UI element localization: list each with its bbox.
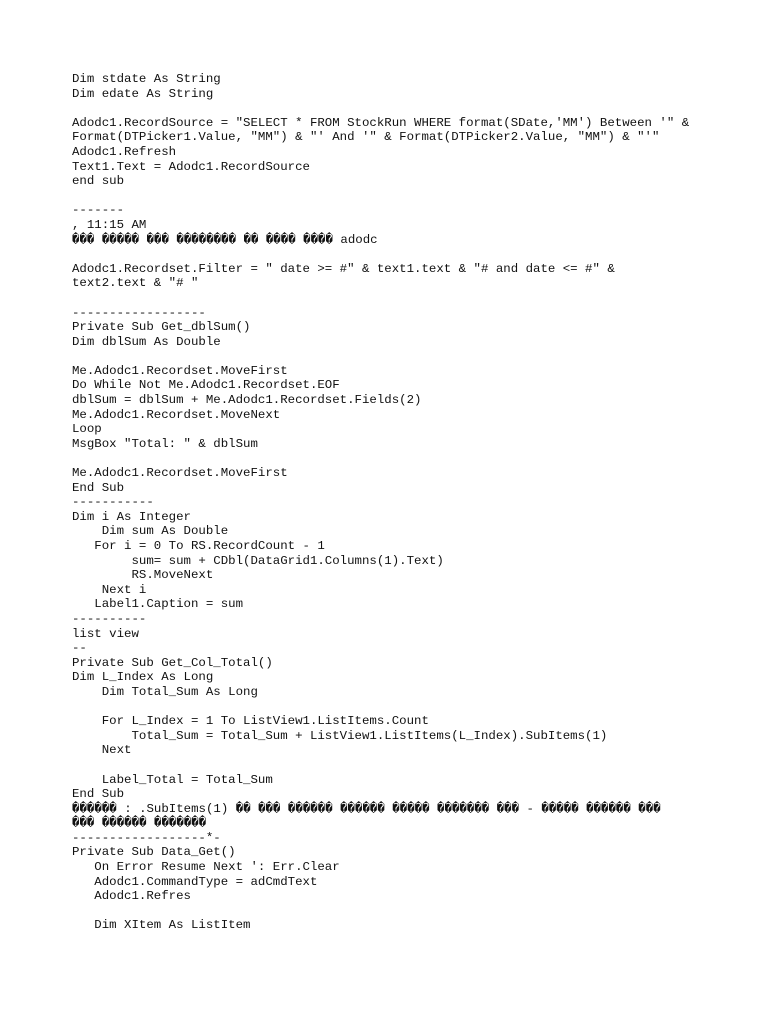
code-line: , 11:15 AM: [72, 217, 147, 232]
code-line: Text1.Text = Adodc1.RecordSource: [72, 159, 310, 174]
code-line: Label_Total = Total_Sum: [72, 772, 273, 787]
code-line: For L_Index = 1 To ListView1.ListItems.Count: [72, 714, 429, 729]
code-line: Private Sub Data_Get(): [72, 845, 236, 860]
code-line: Dim edate As String: [72, 86, 214, 101]
code-line: ----------: [72, 611, 147, 626]
code-line: sum= sum + CDbl(DataGrid1.Columns(1).Text): [72, 553, 444, 568]
code-line: [72, 349, 712, 364]
code-line: [72, 700, 712, 715]
code-line: [72, 451, 712, 466]
code-line: dblSum = dblSum + Me.Adodc1.Recordset.Fields(2): [72, 393, 422, 408]
code-line: list view: [72, 626, 139, 641]
code-line: [72, 904, 712, 919]
code-line: Me.Adodc1.Recordset.MoveFirst: [72, 363, 288, 378]
code-line: Next: [72, 743, 132, 758]
code-line: end sub: [72, 174, 125, 189]
code-line: Next i: [72, 582, 147, 597]
code-line: Private Sub Get_dblSum(): [72, 320, 251, 335]
code-line: End Sub: [72, 787, 125, 802]
code-line: Dim dblSum As Double: [72, 334, 221, 349]
code-line: RS.MoveNext: [72, 568, 214, 583]
code-line: Private Sub Get_Col_Total(): [72, 655, 273, 670]
code-line: Adodc1.Recordset.Filter = " date >= #" & text1.text & "# and date <= #" &: [72, 261, 615, 276]
code-line: Adodc1.RecordSource = "SELECT * FROM StockRun WHERE format(SDate,'MM') Between '" &: [72, 115, 690, 130]
code-line: -------: [72, 203, 125, 218]
code-line: ��� ������ �������: [72, 816, 207, 831]
code-line: End Sub: [72, 480, 125, 495]
code-line: Dim i As Integer: [72, 509, 191, 524]
code-line: Dim XItem As ListItem: [72, 918, 251, 933]
code-line: -----------: [72, 495, 154, 510]
code-line: Dim L_Index As Long: [72, 670, 214, 685]
code-line: [72, 247, 712, 262]
code-line: Adodc1.Refres: [72, 889, 191, 904]
code-line: Dim sum As Double: [72, 524, 229, 539]
code-listing: [72, 72, 712, 933]
code-line: ------------------*-: [72, 830, 221, 845]
code-line: text2.text & "# ": [72, 276, 199, 291]
code-line: Do While Not Me.Adodc1.Recordset.EOF: [72, 378, 340, 393]
code-line: [72, 189, 712, 204]
code-line: [72, 291, 712, 306]
code-line: ������ : .SubItems(1) �� ��� ������ ������ ����� ������� ��� - ����� ������ ���: [72, 801, 661, 816]
code-line: Dim stdate As String: [72, 72, 221, 86]
code-line: Adodc1.Refresh: [72, 144, 177, 159]
code-line: Me.Adodc1.Recordset.MoveFirst: [72, 466, 288, 481]
code-line: MsgBox "Total: " & dblSum: [72, 436, 258, 451]
code-line: [72, 758, 712, 773]
code-line: ------------------: [72, 305, 206, 320]
code-line: On Error Resume Next ': Err.Clear: [72, 860, 340, 875]
code-line: Dim Total_Sum As Long: [72, 684, 258, 699]
code-line: For i = 0 To RS.RecordCount - 1: [72, 539, 325, 553]
code-line: --: [72, 641, 87, 656]
code-line: Loop: [72, 422, 102, 437]
code-line: Total_Sum = Total_Sum + ListView1.ListItems(L_Index).SubItems(1): [72, 728, 608, 743]
code-line: Label1.Caption = sum: [72, 597, 244, 612]
code-line: [72, 101, 712, 116]
code-line: Adodc1.CommandType = adCmdText: [72, 874, 318, 889]
code-line: Format(DTPicker1.Value, "MM") & "' And '" & Format(DTPicker2.Value, "MM") & "'": [72, 130, 660, 145]
code-line: ��� ����� ��� �������� �� ���� ���� adodc: [72, 232, 378, 247]
code-line: Me.Adodc1.Recordset.MoveNext: [72, 407, 281, 422]
